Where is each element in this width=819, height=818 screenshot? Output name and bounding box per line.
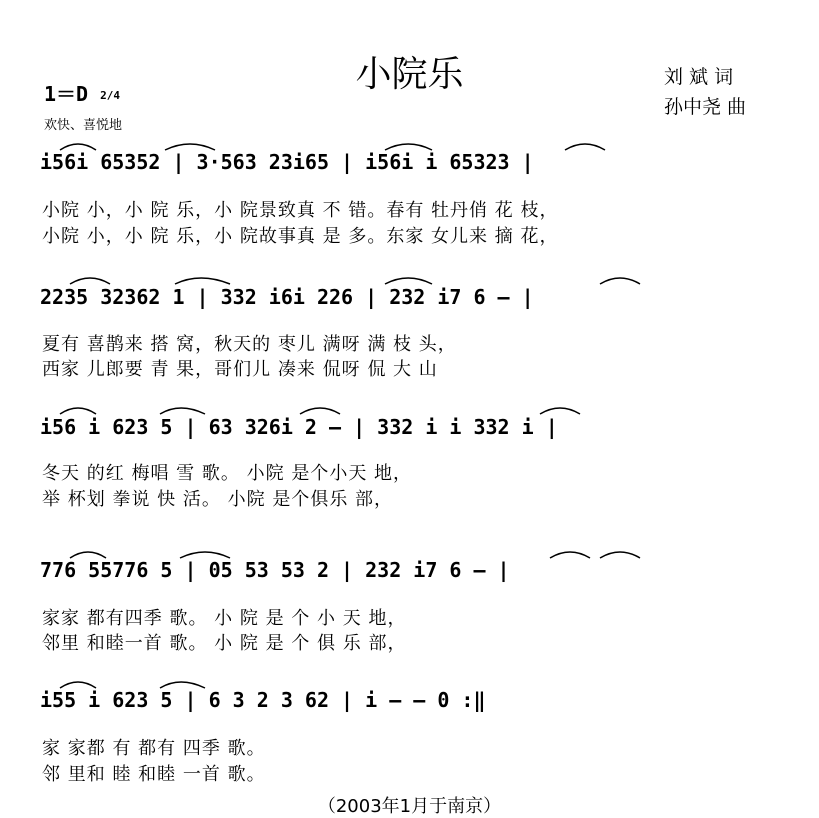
lyrics-system-2-verse-1: 夏有 喜鹊来 搭 窝，秋天的 枣儿 满呀 满 枝 头， <box>42 334 457 355</box>
notes-system-5: i55 i 623 5 | 6 3 2 3 62 | i — — 0 :‖ <box>40 688 486 712</box>
lyrics-system-1-verse-2: 小院 小，小 院 乐，小 院故事真 是 多。东家 女儿来 摘 花， <box>42 226 559 247</box>
key-signature <box>44 78 120 107</box>
lyrics-system-3-verse-2: 举 杯划 拳说 快 活。 小院 是个俱乐 部， <box>42 489 394 510</box>
tempo-marking: 欢快、喜悦地 <box>44 118 123 133</box>
composer-credit: 孙中尧 曲 <box>664 96 747 118</box>
key-label: 1＝D <box>44 82 89 106</box>
notes-system-2: 2235 32362 1 | 332 i6i 226 | 232 i7 6 — | <box>40 285 534 309</box>
lyrics-system-1-verse-1: 小院 小，小 院 乐，小 院景致真 不 错。春有 牡丹俏 花 枝， <box>42 200 559 221</box>
date-footer: （2003年1月于南京） <box>317 796 502 817</box>
slur-marks-system-3 <box>40 402 785 416</box>
notes-system-4: 776 55776 5 | 05 53 53 2 | 232 i7 6 — | <box>40 558 510 582</box>
lyrics-system-4-verse-1: 家家 都有四季 歌。 小 院 是 个 小 天 地， <box>42 608 407 629</box>
notes-system-1: i56i 65352 | 3·563 23i65 | i56i i 65323 | <box>40 150 534 174</box>
song-title: 小院乐 <box>355 54 464 95</box>
lyrics-system-3-verse-1: 冬天 的红 梅唱 雪 歌。 小院 是个小天 地， <box>42 463 413 484</box>
lyrics-system-4-verse-2: 邻里 和睦一首 歌。 小 院 是 个 俱 乐 部， <box>42 633 407 654</box>
time-signature: 2/4 <box>100 89 121 102</box>
slur-marks-system-2 <box>40 272 785 286</box>
lyrics-system-5-verse-2: 邻 里和 睦 和睦 一首 歌。 <box>42 764 266 785</box>
lyrics-system-5-verse-1: 家 家都 有 都有 四季 歌。 <box>42 738 266 759</box>
notes-system-3: i56 i 623 5 | 63 326i 2 — | 332 i i 332 i | <box>40 415 558 439</box>
lyrics-system-2-verse-2: 西家 儿郎要 青 果，哥们儿 凑来 侃呀 侃 大 山 <box>42 359 438 380</box>
lyricist-credit: 刘 斌 词 <box>664 66 734 88</box>
